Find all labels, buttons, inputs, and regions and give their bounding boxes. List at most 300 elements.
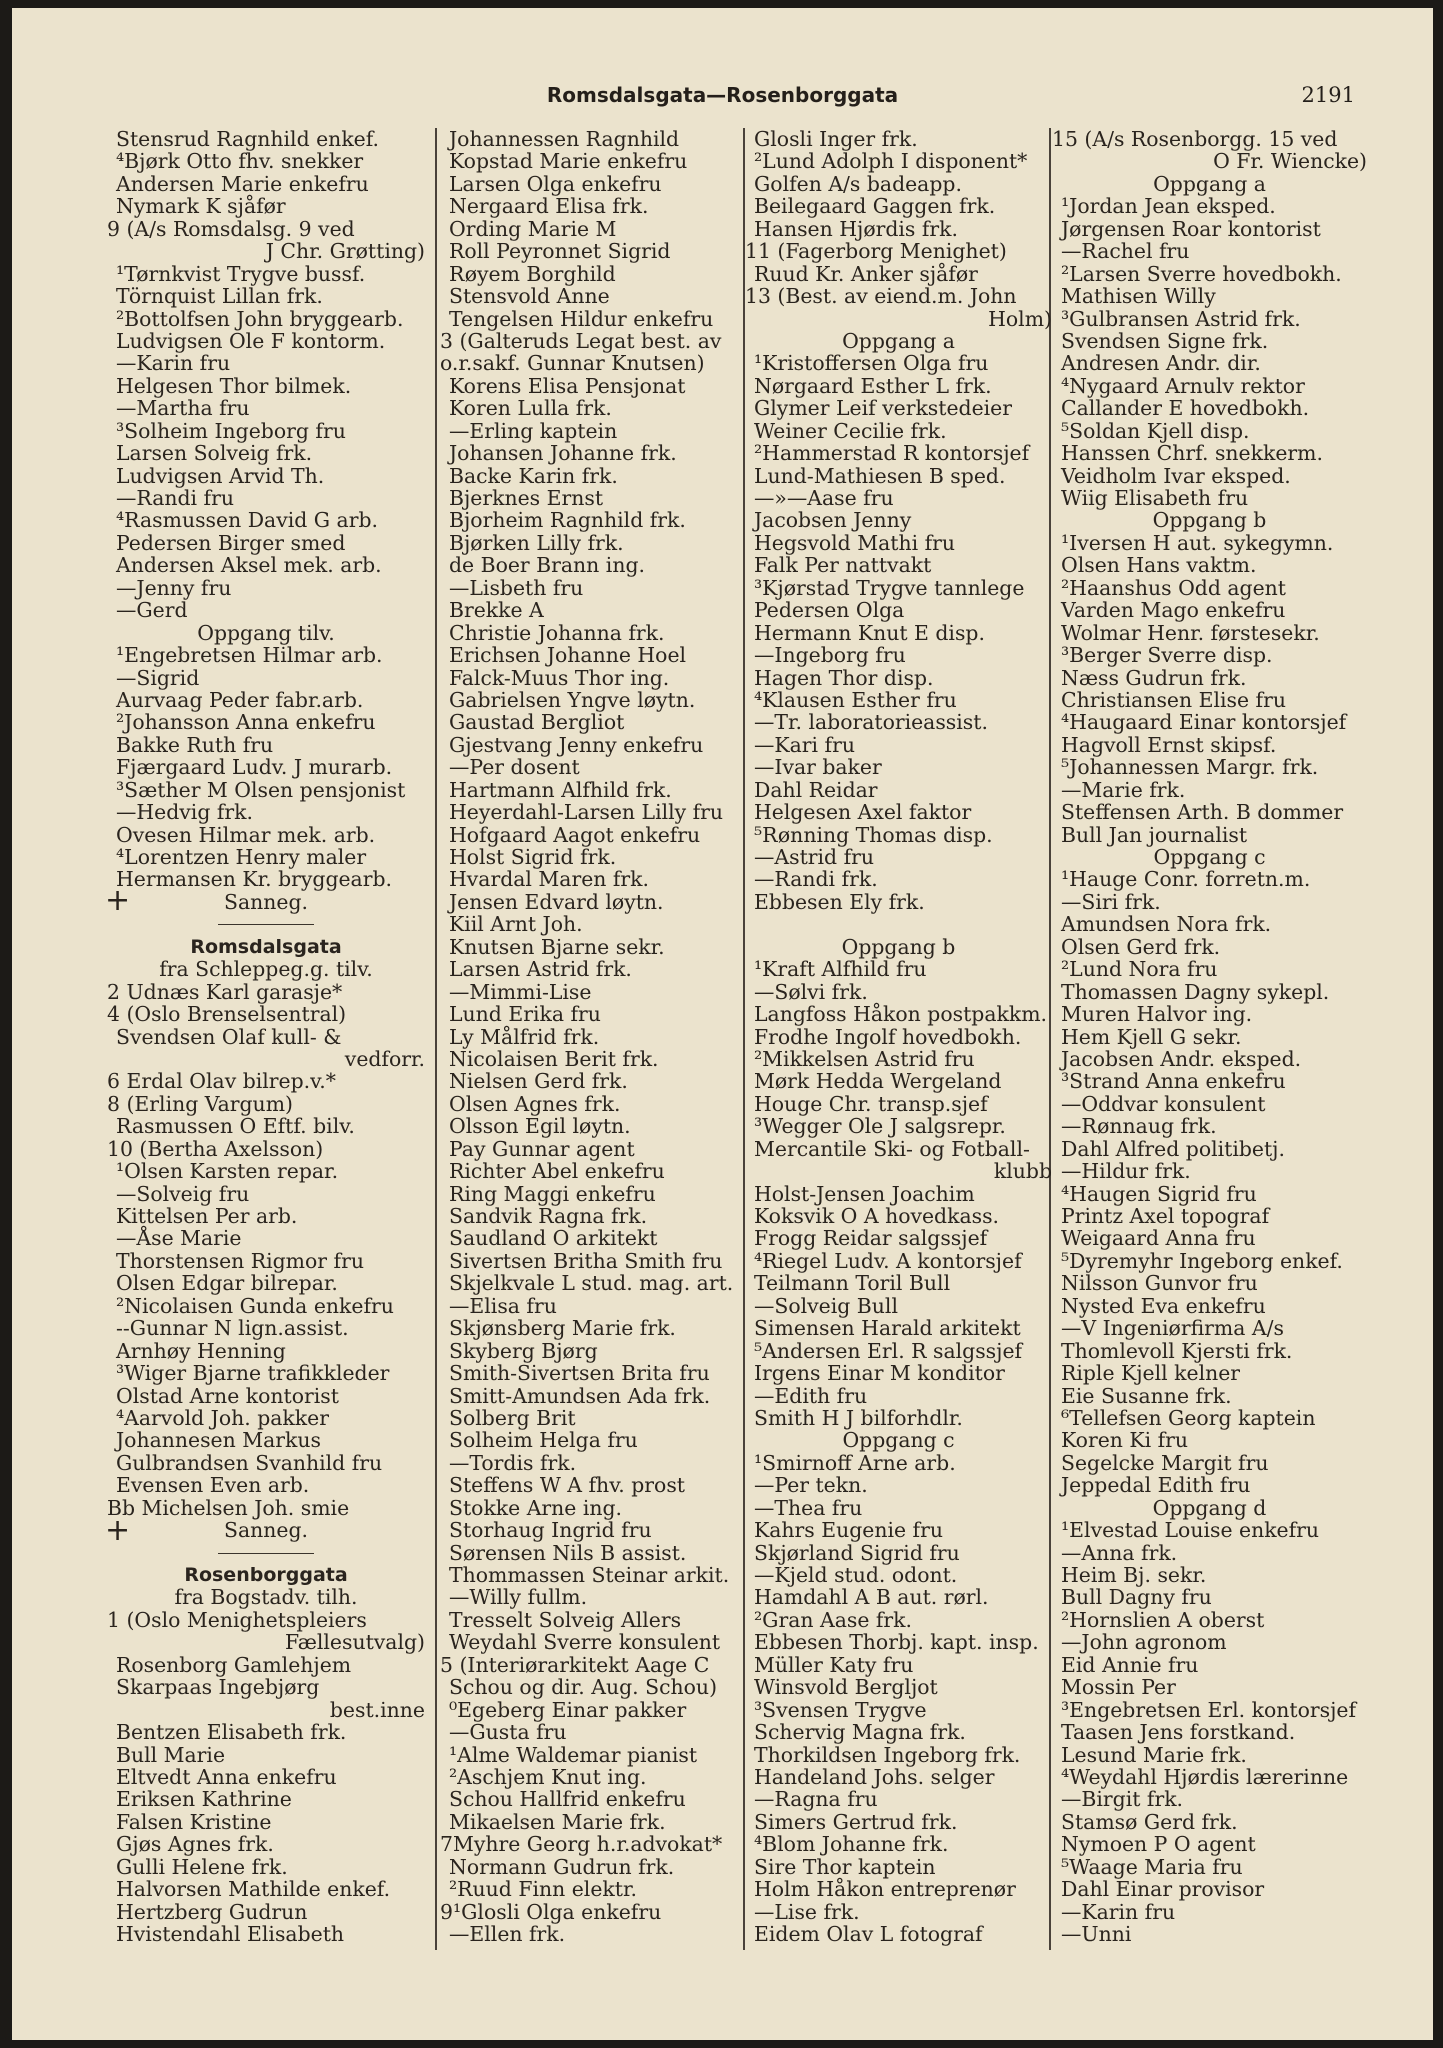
listing-entry: Næss Gudrun frk.	[1061, 665, 1247, 690]
listing-entry: Mørk Hedda Wergeland	[754, 1069, 1002, 1094]
listing-entry: Rosenborg Gamlehjem	[116, 1652, 352, 1677]
listing-entry: Törnquist Lillan frk.	[116, 284, 323, 309]
listing-entry: Svendsen Signe frk.	[1061, 328, 1269, 353]
listing-entry: Solheim Helga fru	[449, 1428, 638, 1453]
listing-entry: Eltvedt Anna enkefru	[116, 1764, 337, 1789]
listing-entry: —Martha fru	[116, 396, 250, 421]
listing-entry: Storhaug Ingrid fru	[449, 1518, 652, 1543]
listing-entry: Ovesen Hilmar mek. arb.	[116, 822, 376, 847]
listing-entry: Solberg Brit	[449, 1405, 576, 1430]
listing-entry: Roll Peyronnet Sigrid	[449, 239, 671, 264]
section-subheading: Oppgang d	[1152, 1495, 1267, 1520]
listing-entry: —Elisa fru	[449, 1293, 557, 1318]
house-number-entry: 15 (A/s Rosenborgg. 15 ved	[1052, 128, 1338, 151]
listing-entry: Larsen Olga enkefru	[449, 171, 662, 196]
listing-entry: ⁵Soldan Kjell disp.	[1061, 418, 1250, 443]
listing-entry: Bull Marie	[116, 1742, 226, 1767]
house-number-entry: 2 Udnæs Karl garasje*	[107, 979, 343, 1004]
listing-entry: Bjerknes Ernst	[449, 486, 604, 510]
spacer	[745, 913, 1052, 935]
listing-entry: Falck-Muus Thor ing.	[449, 665, 670, 690]
listing-entry: Teilmann Toril Bull	[754, 1271, 951, 1296]
listing-entry: —Gerd	[116, 598, 188, 623]
listing-entry: Beilegaard Gaggen frk.	[754, 194, 996, 219]
listing-entry: Nymark K sjåfør	[116, 194, 286, 219]
street-heading: Romsdalsgata	[190, 935, 342, 958]
listing-entry: ²Bottolfsen John bryggearb.	[116, 306, 404, 331]
listing-entry: Olstad Arne kontorist	[116, 1383, 339, 1408]
listing-entry: Hofgaard Aagot enkefru	[449, 822, 701, 847]
listing-entry: —Willy fullm.	[449, 1585, 588, 1610]
column-divider	[435, 128, 437, 1950]
listing-entry: ⁴Lorentzen Henry maler	[116, 845, 367, 869]
section-divider	[107, 1542, 425, 1564]
listing-entry: Helgesen Axel faktor	[754, 800, 972, 825]
listing-entry: ¹Elvestad Louise enkefru	[1061, 1518, 1320, 1543]
listing-entry: Simensen Harald arkitekt	[754, 1316, 1021, 1341]
listing-entry: —Marie frk.	[1061, 777, 1186, 802]
listing-entry: —Kjeld stud. odont.	[754, 1563, 958, 1587]
listing-entry: Stamsø Gerd frk.	[1061, 1809, 1238, 1834]
listing-entry: ¹Tørnkvist Trygve bussf.	[116, 261, 366, 286]
listing-entry: Amundsen Nora frk.	[1061, 912, 1272, 937]
listing-entry: Schervig Magna frk.	[754, 1720, 966, 1745]
house-number-entry: 4 (Oslo Brenselsentral)	[107, 1002, 347, 1027]
listing-entry: —Rønnaug frk.	[1061, 1114, 1217, 1139]
listing-entry: ³Sæther M Olsen pensjonist	[116, 777, 406, 802]
listing-entry: Steffens W A fhv. prost	[449, 1473, 685, 1498]
listing-entry: Mossin Per	[1061, 1675, 1176, 1700]
listing-entry: Nielsen Gerd frk.	[449, 1069, 628, 1094]
listing-entry: ⁴Nygaard Arnulv rektor	[1061, 373, 1305, 398]
listing-entry: ²Lund Nora fru	[1061, 957, 1218, 982]
listing-entry: ³Engebretsen Erl. kontorsjef	[1061, 1697, 1357, 1722]
listing-entry: —Solveig fru	[116, 1181, 250, 1206]
listing-entry: Wolmar Henr. førstesekr.	[1061, 620, 1320, 645]
listing-entry: —Åse Marie	[116, 1226, 242, 1251]
listing-entry: —Mimmi-Lise	[449, 979, 592, 1004]
listing-entry: —Hedvig frk.	[116, 800, 253, 825]
page-title: Romsdalsgata—Rosenborggata	[546, 83, 899, 107]
listing-entry: Nergaard Elisa frk.	[449, 194, 649, 219]
entry-continuation: Fællesutvalg)	[284, 1630, 425, 1655]
cross-mark: +	[105, 1513, 131, 1548]
listing-entry: ⁰Egeberg Einar pakker	[449, 1697, 687, 1722]
listing-entry: Simers Gertrud frk.	[754, 1809, 958, 1834]
listing-entry: Bull Dagny fru	[1061, 1585, 1212, 1610]
listing-entry: ²Haanshus Odd agent	[1061, 575, 1286, 600]
listing-entry: Skjønsberg Marie frk.	[449, 1316, 676, 1341]
listing-entry: ³Solheim Ingeborg fru	[116, 418, 346, 443]
listing-entry: Riple Kjell kelner	[1061, 1361, 1241, 1386]
listing-entry: Mathisen Willy	[1061, 284, 1216, 309]
listing-entry: ¹Kristoffersen Olga fru	[754, 351, 989, 376]
listing-entry: Backe Karin frk.	[449, 463, 618, 488]
listing-entry: Ly Målfrid frk.	[449, 1024, 600, 1049]
listing-entry: ⁴Haugen Sigrid fru	[1061, 1181, 1257, 1206]
listing-entry: Nicolaisen Berit frk.	[449, 1046, 659, 1071]
listing-entry: Pay Gunnar agent	[449, 1136, 635, 1161]
listing-entry: Skjørland Sigrid fru	[754, 1540, 960, 1565]
listing-entry: --Gunnar N lign.assist.	[116, 1316, 349, 1341]
listing-entry: Svendsen Olaf kull- &	[116, 1024, 342, 1049]
directory-page	[12, 8, 1433, 2040]
listing-entry: Ebbesen Thorbj. kapt. insp.	[754, 1630, 1039, 1655]
listing-entry: —Hildur frk.	[1061, 1159, 1191, 1184]
listing-entry: Falsen Kristine	[116, 1809, 272, 1834]
listing-entry: ⁴Haugaard Einar kontorsjef	[1061, 710, 1347, 735]
listing-entry: —Edith fru	[754, 1383, 868, 1408]
listing-entry: Frogg Reidar salgssjef	[754, 1226, 988, 1251]
listing-entry: Bjørken Lilly frk.	[449, 530, 624, 555]
section-subheading: Oppgang tilv.	[197, 620, 335, 645]
listing-entry: ⁵Johannessen Margr. frk.	[1061, 755, 1319, 780]
listing-entry: —Per tekn.	[754, 1473, 868, 1498]
house-number-entry: 1 (Oslo Menighetspleiers	[107, 1607, 367, 1632]
listing-entry: Nilsson Gunvor fru	[1061, 1271, 1258, 1296]
listing-entry: —Tr. laboratorieassist.	[754, 710, 988, 735]
listing-entry: Koren Lulla frk.	[449, 396, 612, 421]
listing-entry: ⁴Bjørk Otto fhv. snekker	[116, 149, 364, 174]
listing-entry: ³Svensen Trygve	[754, 1697, 927, 1722]
directory-column-3	[745, 128, 1052, 2008]
listing-entry: Eidem Olav L fotograf	[754, 1922, 983, 1946]
section-subheading: Oppgang a	[842, 328, 955, 353]
listing-entry: Olsen Edgar bilrepar.	[116, 1271, 338, 1296]
listing-entry: ⁵Waage Maria fru	[1061, 1854, 1243, 1879]
listing-entry: Taasen Jens forstkand.	[1061, 1720, 1296, 1745]
listing-entry: Fjærgaard Ludv. J murarb.	[116, 755, 393, 780]
listing-entry: —Ivar baker	[754, 755, 882, 780]
listing-entry: Sire Thor kaptein	[754, 1854, 936, 1879]
listing-entry: Larsen Solveig frk.	[116, 441, 313, 466]
listing-entry: Nysted Eva enkefru	[1061, 1293, 1266, 1318]
house-number-entry: o.r.sakf. Gunnar Knutsen)	[440, 351, 705, 376]
listing-entry: Thomassen Dagny sykepl.	[1061, 979, 1330, 1004]
listing-entry: Hermann Knut E disp.	[754, 620, 985, 645]
listing-entry: Korens Elisa Pensjonat	[449, 373, 686, 398]
listing-entry: Thomlevoll Kjersti frk.	[1061, 1338, 1293, 1363]
listing-entry: Stensrud Ragnhild enkef.	[116, 128, 380, 151]
listing-entry: Gjøs Agnes frk.	[116, 1832, 274, 1857]
listing-entry: Sandvik Ragna frk.	[449, 1204, 648, 1228]
listing-entry: Brekke A	[449, 598, 544, 623]
listing-entry: Andresen Andr. dir.	[1061, 351, 1261, 376]
listing-entry: ²Hornslien A oberst	[1061, 1607, 1265, 1632]
listing-entry: —Randi fru	[116, 486, 234, 510]
house-number-entry: 8 (Erling Vargum)	[107, 1091, 293, 1116]
listing-entry: ⁶Tellefsen Georg kaptein	[1061, 1405, 1316, 1430]
listing-entry: Hagvoll Ernst skipsf.	[1061, 732, 1277, 757]
listing-entry: ¹Hauge Conr. forretn.m.	[1061, 867, 1311, 892]
listing-entry: Pedersen Olga	[754, 598, 905, 623]
listing-entry: —Per dosent	[449, 755, 580, 780]
listing-entry: Irgens Einar M konditor	[754, 1361, 1005, 1386]
listing-entry: —»—Aase fru	[754, 486, 894, 510]
house-number-entry: Bb Michelsen Joh. smie	[107, 1495, 350, 1520]
listing-entry: ¹Engebretsen Hilmar arb.	[116, 643, 383, 668]
listing-entry: Langfoss Håkon postpakkm.	[754, 1002, 1048, 1027]
listing-entry: Müller Katy fru	[754, 1652, 914, 1677]
listing-entry: ²Hammerstad R kontorsjef	[754, 441, 1030, 466]
listing-entry: Lund-Mathiesen B sped.	[754, 463, 1006, 488]
listing-entry: Kittelsen Per arb.	[116, 1204, 298, 1228]
listing-entry: —Sigrid	[116, 665, 200, 690]
listing-entry: Røyem Borghild	[449, 261, 616, 286]
listing-entry: Gabrielsen Yngve løytn.	[449, 687, 696, 712]
street-heading: Rosenborggata	[184, 1564, 348, 1586]
listing-entry: Kopstad Marie enkefru	[449, 149, 688, 174]
listing-entry: Christiansen Elise fru	[1061, 687, 1286, 712]
listing-entry: Arnhøy Henning	[116, 1338, 286, 1363]
listing-entry: Stokke Arne ing.	[449, 1495, 623, 1520]
listing-entry: Bentzen Elisabeth frk.	[116, 1720, 347, 1745]
listing-entry: Dahl Einar provisor	[1061, 1877, 1265, 1902]
listing-entry: Schou og dir. Aug. Schou)	[449, 1675, 718, 1700]
entry-continuation: klubb	[993, 1159, 1052, 1184]
listing-entry: Olsen Hans vaktm.	[1061, 553, 1257, 578]
house-number-entry: 7Myhre Georg h.r.advokat*	[440, 1832, 723, 1857]
listing-entry: —Tordis frk.	[449, 1450, 577, 1475]
listing-entry: Knutsen Bjarne sekr.	[449, 934, 665, 959]
listing-entry: Sørensen Nils B assist.	[449, 1540, 687, 1565]
listing-entry: Ruud Kr. Anker sjåfør	[754, 261, 978, 286]
section-subheading: fra Schleppeg.g. tilv.	[159, 957, 373, 982]
listing-entry: Heyerdahl-Larsen Lilly fru	[449, 800, 724, 825]
listing-entry: Stensvold Anne	[449, 284, 610, 309]
listing-entry: ⁴Klausen Esther fru	[754, 687, 957, 712]
listing-entry: —Siri frk.	[1061, 889, 1161, 914]
listing-entry: Aurvaag Peder fabr.arb.	[116, 687, 364, 712]
house-number-entry: 11 (Fagerborg Menighet)	[745, 239, 1007, 264]
listing-entry: Jacobsen Jenny	[754, 508, 912, 533]
listing-entry: Johannessen Ragnhild	[449, 128, 680, 151]
house-number-entry: 13 (Best. av eiend.m. John	[745, 284, 1017, 309]
listing-entry: Smith-Sivertsen Brita fru	[449, 1361, 710, 1386]
listing-entry: Mercantile Ski- og Fotball-	[754, 1136, 1030, 1161]
listing-entry: —Karin fru	[116, 351, 231, 376]
listing-entry: Koren Ki fru	[1061, 1428, 1189, 1453]
listing-entry: Christie Johanna frk.	[449, 620, 665, 645]
listing-entry: Smith H J bilforhdlr.	[754, 1405, 963, 1430]
house-number-entry: 10 (Bertha Axelsson)	[107, 1136, 324, 1161]
listing-entry: ¹Smirnoff Arne arb.	[754, 1450, 956, 1475]
listing-entry: Gulbrandsen Svanhild fru	[116, 1450, 383, 1475]
listing-entry: Tengelsen Hildur enkefru	[449, 306, 714, 331]
listing-entry: ²Lund Adolph I disponent*	[754, 149, 1028, 174]
listing-entry: —Thea fru	[754, 1495, 863, 1520]
section-subheading: fra Bogstadv. tilh.	[174, 1585, 358, 1610]
entry-continuation: best.inne	[329, 1697, 425, 1722]
listing-entry: Hagen Thor disp.	[754, 665, 934, 690]
listing-entry: ¹Alme Waldemar pianist	[449, 1742, 698, 1767]
listing-entry: Ludvigsen Arvid Th.	[116, 463, 325, 488]
listing-entry: de Boer Brann ing.	[449, 553, 645, 578]
listing-entry: ²Nicolaisen Gunda enkefru	[116, 1293, 394, 1318]
listing-entry: ⁵Rønning Thomas disp.	[754, 822, 993, 847]
listing-entry: ⁴Weydahl Hjørdis lærerinne	[1061, 1764, 1349, 1789]
listing-entry: —Erling kaptein	[449, 418, 618, 443]
listing-entry: Eid Annie fru	[1061, 1652, 1199, 1677]
listing-entry: Segelcke Margit fru	[1061, 1450, 1269, 1475]
listing-entry: ⁴Riegel Ludv. A kontorsjef	[754, 1248, 1022, 1273]
listing-entry: Weydahl Sverre konsulent	[449, 1630, 721, 1655]
entry-continuation: O Fr. Wiencke)	[1213, 149, 1367, 174]
listing-entry: Jensen Edvard løytn.	[449, 889, 664, 914]
listing-entry: Skyberg Bjørg	[449, 1338, 598, 1363]
listing-entry: —Ellen frk.	[449, 1922, 566, 1946]
listing-entry: ²Gran Aase frk.	[754, 1607, 913, 1632]
listing-entry: Hegsvold Mathi fru	[754, 530, 956, 555]
listing-entry: —Karin fru	[1061, 1899, 1176, 1924]
listing-entry: Thommassen Steinar arkit.	[449, 1563, 730, 1587]
listing-entry: Mikaelsen Marie frk.	[449, 1809, 666, 1834]
listing-entry: ²Mikkelsen Astrid fru	[754, 1046, 975, 1071]
listing-entry: Olsen Agnes frk.	[449, 1091, 621, 1116]
listing-entry: Varden Mago enkefru	[1061, 598, 1286, 623]
listing-entry: Ludvigsen Ole F kontorm.	[116, 328, 386, 353]
listing-entry: —Ingeborg fru	[754, 643, 906, 668]
listing-entry: —V Ingeniørfirma A/s	[1061, 1316, 1284, 1341]
listing-entry: Thorkildsen Ingeborg frk.	[754, 1742, 1021, 1767]
listing-entry: Rasmussen O Eftf. bilv.	[116, 1114, 355, 1139]
listing-entry: ⁴Rasmussen David G arb.	[116, 508, 378, 533]
listing-entry: Eriksen Kathrine	[116, 1787, 292, 1812]
listing-entry: ⁵Dyremyhr Ingeborg enkef.	[1061, 1248, 1343, 1273]
house-number-entry: 5 (Interiørarkitekt Aage C	[440, 1652, 710, 1677]
listing-entry: Lesund Marie frk.	[1061, 1742, 1247, 1767]
listing-entry: Hamdahl A B aut. rørl.	[754, 1585, 989, 1610]
listing-entry: Dahl Alfred politibetj.	[1061, 1136, 1285, 1161]
listing-entry: ¹Jordan Jean eksped.	[1061, 194, 1276, 219]
section-subheading: Sanneg.	[224, 1518, 308, 1543]
listing-entry: Hartmann Alfhild frk.	[449, 777, 672, 802]
listing-entry: Holst Sigrid frk.	[449, 845, 617, 869]
listing-entry: Hvardal Maren frk.	[449, 867, 650, 892]
listing-entry: Frodhe Ingolf hovedbokh.	[754, 1024, 1022, 1049]
house-number-entry: 9¹Glosli Olga enkefru	[440, 1899, 662, 1924]
listing-entry: ²Larsen Sverre hovedbokh.	[1061, 261, 1342, 286]
section-subheading: Oppgang b	[841, 934, 956, 959]
listing-entry: ³Wegger Ole J salgsrepr.	[754, 1114, 1006, 1139]
listing-entry: Ring Maggi enkefru	[449, 1181, 656, 1206]
listing-entry: ³Wiger Bjarne trafikkleder	[116, 1361, 390, 1386]
listing-entry: —Anna frk.	[1061, 1540, 1178, 1565]
listing-entry: ²Ruud Finn elektr.	[449, 1877, 637, 1902]
directory-column-1	[107, 128, 425, 2008]
listing-entry: Callander E hovedbokh.	[1061, 396, 1310, 421]
listing-entry: Sivertsen Britha Smith fru	[449, 1248, 723, 1273]
listing-entry: Muren Halvor ing.	[1061, 1002, 1253, 1027]
listing-entry: Normann Gudrun frk.	[449, 1854, 675, 1879]
entry-continuation: J Chr. Grøtting)	[265, 239, 425, 264]
cross-mark: +	[105, 883, 131, 918]
house-number-entry: 9 (A/s Romsdalsg. 9 ved	[107, 216, 355, 241]
listing-entry: ⁵Andersen Erl. R salgssjef	[754, 1338, 1023, 1363]
listing-entry: Handeland Johs. selger	[754, 1764, 995, 1789]
listing-entry: Printz Axel topograf	[1061, 1204, 1270, 1228]
listing-entry: Steffensen Arth. B dommer	[1061, 800, 1344, 825]
listing-entry: ⁴Aarvold Joh. pakker	[116, 1405, 329, 1430]
listing-entry: Thorstensen Rigmor fru	[116, 1248, 364, 1273]
listing-entry: Erichsen Johanne Hoel	[449, 643, 687, 668]
section-divider	[107, 913, 425, 935]
page-number: 2191	[1301, 83, 1355, 107]
listing-entry: ¹Olsen Karsten repar.	[116, 1159, 339, 1184]
listing-entry: —Randi frk.	[754, 867, 878, 892]
listing-entry: —Birgit frk.	[1061, 1787, 1184, 1812]
listing-entry: Koksvik O A hovedkass.	[754, 1204, 1000, 1228]
listing-entry: ³Strand Anna enkefru	[1061, 1069, 1286, 1094]
listing-entry: —Jenny fru	[116, 575, 232, 600]
entry-continuation: vedforr.	[344, 1046, 425, 1071]
listing-entry: Houge Chr. transp.sjef	[754, 1091, 988, 1116]
listing-entry: Hansen Hjørdis frk.	[754, 216, 958, 241]
listing-entry: Gaustad Bergliot	[449, 710, 625, 735]
listing-entry: Hertzberg Gudrun	[116, 1899, 308, 1924]
listing-entry: Weigaard Anna fru	[1061, 1226, 1256, 1251]
listing-entry: ³Berger Sverre disp.	[1061, 643, 1273, 668]
listing-entry: Tresselt Solveig Allers	[449, 1607, 682, 1632]
section-subheading: Oppgang c	[1153, 845, 1266, 869]
listing-entry: ³Kjørstad Trygve tannlege	[754, 575, 1025, 600]
listing-entry: ¹Iversen H aut. sykegymn.	[1061, 530, 1334, 555]
listing-entry: ²Aschjem Knut ing.	[449, 1764, 647, 1789]
listing-entry: Pedersen Birger smed	[116, 530, 346, 555]
listing-entry: Bakke Ruth fru	[116, 732, 274, 757]
listing-entry: —Astrid fru	[754, 845, 875, 869]
listing-entry: Nørgaard Esther L frk.	[754, 373, 992, 398]
listing-entry: Heim Bj. sekr.	[1061, 1563, 1207, 1587]
listing-entry: Gulli Helene frk.	[116, 1854, 288, 1879]
listing-entry: Jeppedal Edith fru	[1061, 1473, 1251, 1498]
listing-entry: Hem Kjell G sekr.	[1061, 1024, 1242, 1049]
listing-entry: Andersen Aksel mek. arb.	[116, 553, 382, 578]
listing-entry: Golfen A/s badeapp.	[754, 171, 962, 196]
listing-entry: —Solveig Bull	[754, 1293, 898, 1318]
section-subheading: Sanneg.	[224, 889, 308, 914]
listing-entry: —Rachel fru	[1061, 239, 1190, 264]
listing-entry: Hermansen Kr. bryggearb.	[116, 867, 392, 892]
section-subheading: Oppgang b	[1152, 508, 1267, 533]
entry-continuation: Holm)	[988, 306, 1052, 331]
listing-entry: Smitt-Amundsen Ada frk.	[449, 1383, 711, 1408]
listing-entry: Johansen Johanne frk.	[449, 441, 677, 466]
listing-entry: Hanssen Chrf. snekkerm.	[1061, 441, 1323, 466]
listing-entry: Holst-Jensen Joachim	[754, 1181, 975, 1206]
listing-entry: —Gusta fru	[449, 1720, 567, 1745]
section-subheading: Oppgang a	[1153, 171, 1266, 196]
listing-entry: Winsvold Bergljot	[754, 1675, 938, 1700]
listing-entry: Evensen Even arb.	[116, 1473, 310, 1498]
listing-entry: Glosli Inger frk.	[754, 128, 918, 151]
listing-entry: —Oddvar konsulent	[1061, 1091, 1266, 1116]
listing-entry: Jørgensen Roar kontorist	[1061, 216, 1321, 241]
listing-entry: Eie Susanne frk.	[1061, 1383, 1232, 1408]
listing-entry: —Unni	[1061, 1922, 1132, 1946]
listing-entry: Larsen Astrid frk.	[449, 957, 632, 982]
listing-entry: Dahl Reidar	[754, 777, 878, 802]
listing-entry: —Ragna fru	[754, 1787, 878, 1812]
listing-entry: Helgesen Thor bilmek.	[116, 373, 352, 398]
listing-entry: Veidholm Ivar eksped.	[1061, 463, 1291, 488]
listing-entry: Saudland O arkitekt	[449, 1226, 658, 1251]
listing-entry: Johannesen Markus	[116, 1428, 321, 1453]
listing-entry: ³Gulbransen Astrid frk.	[1061, 306, 1301, 331]
listing-entry: ⁴Blom Johanne frk.	[754, 1832, 949, 1857]
listing-entry: Olsen Gerd frk.	[1061, 934, 1221, 959]
listing-entry: —Kari fru	[754, 732, 855, 757]
